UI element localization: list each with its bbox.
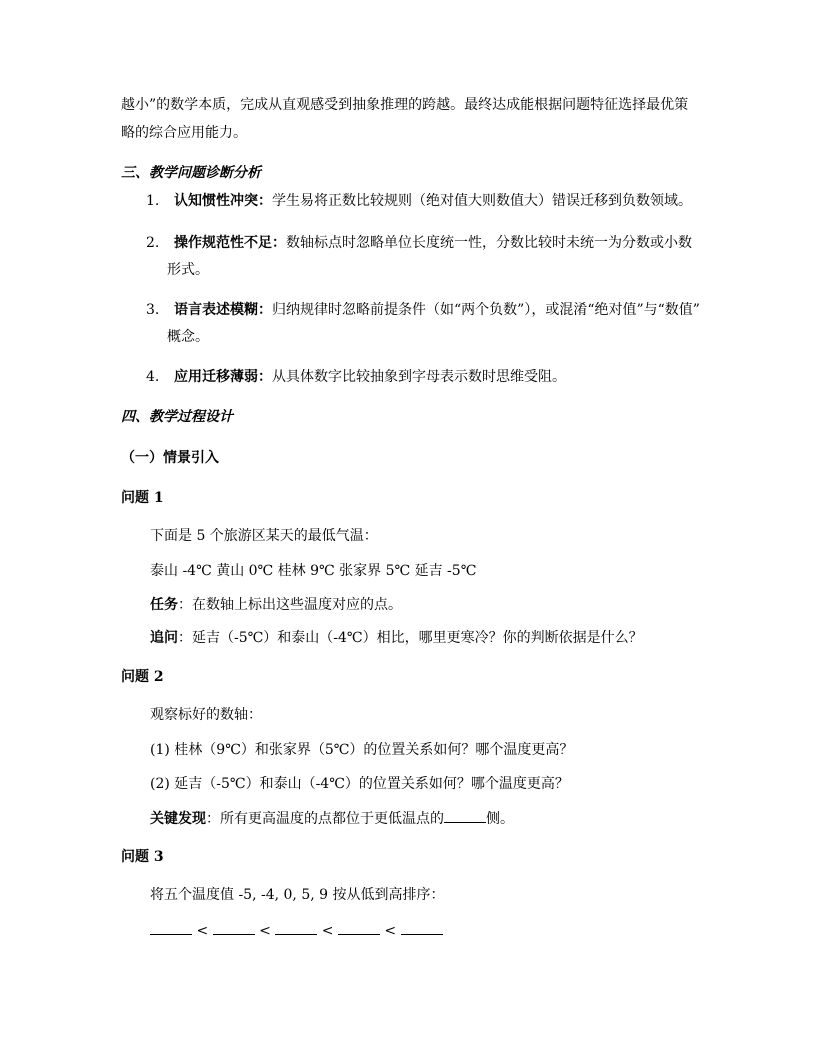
task-text: ：在数轴上标出这些温度对应的点。 — [178, 597, 402, 613]
fill-in-blank[interactable] — [213, 920, 255, 935]
fill-in-blank[interactable] — [444, 808, 486, 823]
list-item-label: 应用迁移薄弱： — [174, 369, 272, 385]
list-number: 1. — [146, 193, 160, 209]
list-item-continuation: 形式。 — [167, 262, 209, 278]
key-finding-end: 侧。 — [486, 811, 514, 827]
list-item — [146, 233, 692, 253]
list-item — [146, 367, 566, 387]
list-item-text: 归纳规律时忽略前提条件（如“两个负数”），或混淆“绝对值”与“数值” — [272, 302, 700, 318]
question-2-line-1: 观察标好的数轴： — [150, 707, 262, 723]
list-item-label: 操作规范性不足： — [174, 235, 286, 251]
list-item-label: 语言表述模糊： — [174, 302, 272, 318]
question-2-part-2: (2) 延吉（-5℃）和泰山（-4℃）的位置关系如何？哪个温度更高？ — [150, 776, 569, 792]
followup-label: 追问 — [150, 630, 178, 646]
question-1-temperatures: 泰山 -4℃ 黄山 0℃ 桂林 9℃ 张家界 5℃ 延吉 -5℃ — [150, 563, 477, 579]
list-number: 4. — [146, 369, 160, 385]
list-item-text: 从具体数字比较抽象到字母表示数时思维受阻。 — [272, 369, 566, 385]
fill-in-blank[interactable] — [338, 920, 380, 935]
fill-in-blank[interactable] — [150, 920, 192, 935]
question-1-task — [150, 595, 402, 615]
intro-line-1: 越小”的数学本质，完成从直观感受到抽象推理的跨越。最终达成能根据问题特征选择最优策 — [121, 97, 689, 113]
list-item-text: 学生易将正数比较规则（绝对值大则数值大）错误迁移到负数领域。 — [272, 193, 692, 209]
intro-line-2: 略的综合应用能力。 — [121, 125, 247, 141]
list-number: 3. — [146, 302, 160, 318]
less-than-sign: < — [196, 923, 209, 939]
key-finding-text: ：所有更高温度的点都位于更低温点的 — [206, 811, 444, 827]
list-item-continuation: 概念。 — [167, 329, 209, 345]
question-3-title: 问题 3 — [121, 849, 164, 865]
section-4-heading: 四、教学过程设计 — [121, 409, 233, 425]
question-3-line-1: 将五个温度值 -5, -4, 0, 5, 9 按从低到高排序： — [150, 887, 445, 903]
task-label: 任务 — [150, 597, 178, 613]
less-than-sign: < — [321, 923, 334, 939]
key-finding-label: 关键发现 — [150, 811, 206, 827]
ordering-blanks — [150, 920, 443, 941]
question-1-line-1: 下面是 5 个旅游区某天的最低气温： — [150, 528, 378, 544]
section-3-heading: 三、教学问题诊断分析 — [121, 165, 261, 181]
question-2-title: 问题 2 — [121, 669, 164, 685]
question-2-part-1: (1) 桂林（9℃）和张家界（5℃）的位置关系如何？哪个温度更高？ — [150, 742, 574, 758]
list-item-text: 数轴标点时忽略单位长度统一性，分数比较时未统一为分数或小数 — [286, 235, 692, 251]
question-1-title: 问题 1 — [121, 490, 164, 506]
question-1-followup — [150, 628, 643, 648]
list-item-label: 认知惯性冲突： — [174, 193, 272, 209]
fill-in-blank[interactable] — [401, 920, 443, 935]
question-2-key-finding — [150, 808, 514, 829]
fill-in-blank[interactable] — [275, 920, 317, 935]
list-item — [146, 191, 692, 211]
subsection-heading: （一）情景引入 — [121, 450, 219, 466]
list-item — [146, 300, 700, 320]
less-than-sign: < — [384, 923, 397, 939]
list-number: 2. — [146, 235, 160, 251]
followup-text: ：延吉（-5℃）和泰山（-4℃）相比，哪里更寒冷？你的判断依据是什么？ — [178, 630, 643, 646]
less-than-sign: < — [259, 923, 271, 939]
